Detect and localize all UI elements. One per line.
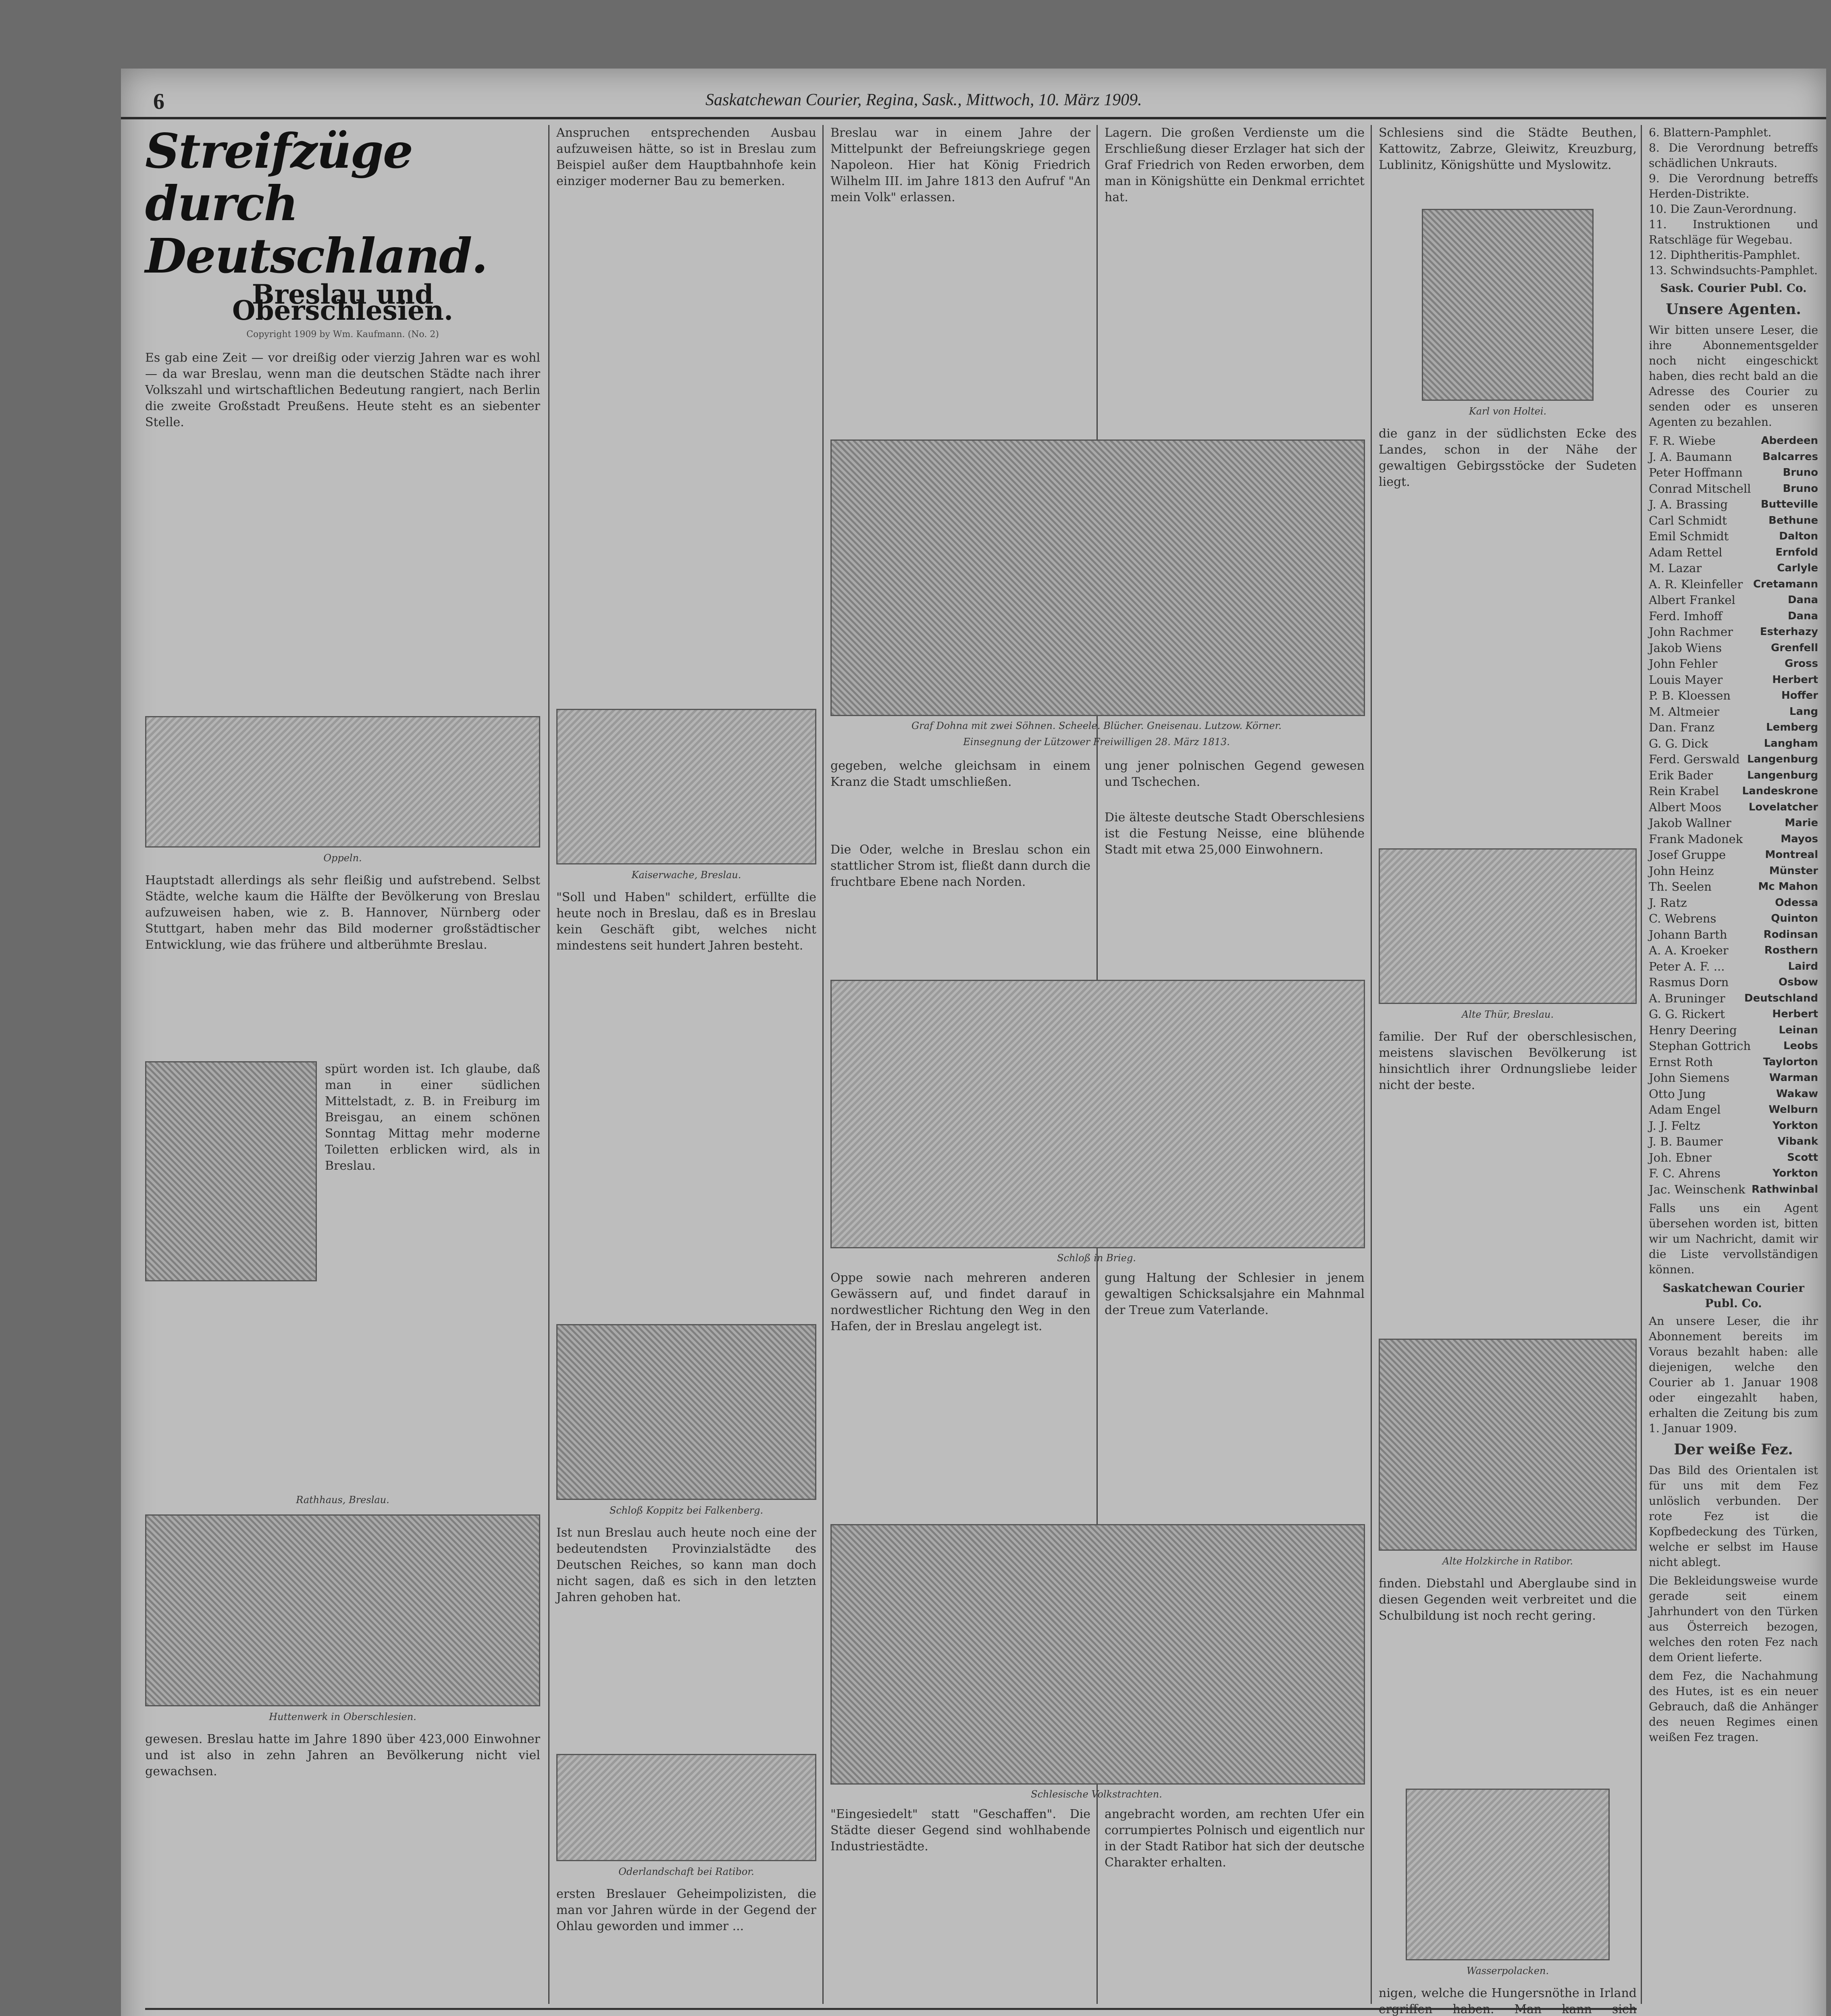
agent-town: Yorkton (1772, 1167, 1818, 1179)
agent-row (1649, 863, 1818, 879)
agent-row (1649, 911, 1818, 927)
agent-row (1649, 991, 1818, 1007)
agent-row (1649, 497, 1818, 513)
agent-name: Carl Schmidt (1649, 513, 1727, 527)
agent-name: Albert Frankel (1649, 593, 1735, 607)
article-paragraph: Ist nun Breslau auch heute noch eine der bedeutendsten Provinzialstädte des Deutschen Reiches, so kann man doch nicht sagen, daß es sich in den letzten Jahren gehoben hat. (556, 1526, 816, 1604)
agent-name: John Siemens (1649, 1071, 1730, 1085)
caption-einsegnung-names: Graf Dohna mit zwei Söhnen. Scheele. Blücher. Gneisenau. Lutzow. Körner. (911, 720, 1282, 731)
illustration-holzkirche (1379, 1339, 1637, 1551)
agent-name: John Fehler (1649, 657, 1718, 671)
article-paragraph: angebracht worden, am rechten Ufer ein corrumpiertes Polnisch und eigentlich nur in der Stadt Ratibor hat sich der deutsche Charakter erhalten. (1105, 1807, 1365, 1870)
agent-row (1649, 672, 1818, 688)
article-paragraph: Die älteste deutsche Stadt Oberschlesiens ist die Festung Neisse, eine blühende Stadt mit etwa 25,000 Einwohnern. (1105, 810, 1365, 857)
agent-row (1649, 513, 1818, 529)
agent-town: Osbow (1778, 976, 1818, 988)
agent-town: Münster (1769, 864, 1818, 877)
agent-town: Warman (1769, 1072, 1818, 1084)
agent-row (1649, 529, 1818, 545)
agent-town: Ernfold (1775, 546, 1818, 558)
caption-schloss-koppitz: Schloß Koppitz bei Falkenberg. (609, 1505, 764, 1516)
agent-name: Louis Mayer (1649, 673, 1723, 687)
agent-row (1649, 831, 1818, 848)
agent-name: Ferd. Imhoff (1649, 609, 1723, 623)
illustration-oderlandschaft (556, 1754, 816, 1861)
agent-row (1649, 1086, 1818, 1102)
agent-name: J. A. Brassing (1649, 498, 1728, 511)
agent-town: Rathwinbal (1751, 1183, 1818, 1195)
agent-town: Lang (1789, 705, 1818, 718)
caption-holtei: Karl von Holtei. (1469, 406, 1547, 417)
illustration-volkstrachten (830, 1524, 1365, 1785)
article-column-2 (556, 125, 816, 2004)
article-column-3-lower (830, 758, 1090, 976)
agent-town: Mayos (1781, 833, 1818, 845)
page-number: 6 (153, 89, 164, 114)
agent-town: Gross (1785, 658, 1818, 670)
agent-name: Johann Barth (1649, 927, 1727, 941)
fez-heading: Der weiße Fez. (1674, 1441, 1793, 1458)
illustration-einsegnung (830, 439, 1365, 716)
agent-town: Laird (1788, 960, 1818, 973)
agent-row (1649, 545, 1818, 561)
article-paragraph: gegeben, welche gleichsam in einem Kranz die Stadt umschließen. (830, 759, 1090, 789)
agent-town: Odessa (1775, 896, 1818, 909)
agent-row (1649, 656, 1818, 672)
pamphlet-item: 11. Instruktionen und Ratschläge für Wegebau. (1649, 218, 1818, 246)
agent-name: Erik Bader (1649, 768, 1713, 782)
caption-oderlandschaft: Oderlandschaft bei Ratibor. (618, 1866, 754, 1877)
agent-row (1649, 1038, 1818, 1054)
agent-name: A. R. Kleinfeller (1649, 577, 1743, 591)
agent-town: Grenfell (1771, 641, 1818, 654)
article-column-1 (145, 125, 540, 2004)
agent-name: J. A. Baumann (1649, 450, 1732, 464)
agent-row (1649, 783, 1818, 800)
agent-town: Montreal (1765, 849, 1818, 861)
agent-row (1649, 1134, 1818, 1150)
agent-town: Dalton (1779, 530, 1818, 542)
agent-name: J. J. Feltz (1649, 1118, 1700, 1133)
column-rule (1371, 125, 1372, 2004)
agent-town: Marie (1785, 817, 1818, 829)
agent-name: Jakob Wiens (1649, 641, 1722, 655)
agent-row (1649, 736, 1818, 752)
article-column-6 (1649, 125, 1818, 2004)
article-paragraph: ung jener polnischen Gegend gewesen und Tschechen. (1105, 759, 1365, 789)
agent-name: John Heinz (1649, 864, 1714, 878)
article-paragraph: Anspruchen entsprechenden Ausbau aufzuweisen hätte, so ist in Breslau zum Beispiel außer dem Hauptbahnhofe kein einziger moderner Bau zu bemerken. (556, 126, 816, 188)
caption-volkstrachten: Schlesische Volkstrachten. (1031, 1789, 1162, 1800)
pamphlet-item: 12. Diphtheritis-Pamphlet. (1649, 248, 1800, 262)
agent-row (1649, 433, 1818, 449)
article-column-5 (1379, 125, 1637, 2016)
agent-town: Deutschland (1744, 992, 1818, 1004)
agent-name: Conrad Mitschell (1649, 481, 1751, 496)
article-paragraph: ersten Breslauer Geheimpolizisten, die man vor Jahren würde in der Gegend der Ohlau geworden und immer ... (556, 1887, 816, 1933)
agent-town: Bruno (1783, 467, 1818, 479)
article-paragraph: spürt worden ist. Ich glaube, daß man in einer südlichen Mittelstadt, z. B. in Freiburg im Breisgau, an einem schönen Sonntag Mittag mehr moderne Toiletten erblicken wird, als in Breslau. (325, 1062, 540, 1173)
agent-town: Landeskrone (1742, 785, 1818, 797)
agent-name: G. G. Dick (1649, 736, 1708, 750)
pamphlet-item: 9. Die Verordnung betreffs Herden-Distrikte. (1649, 172, 1818, 200)
caption-huttenwerk: Huttenwerk in Oberschlesien. (269, 1711, 416, 1722)
illustration-alte-thuer (1379, 848, 1637, 1004)
agent-town: Aberdeen (1761, 435, 1818, 447)
agent-name: Ferd. Gerswald (1649, 752, 1740, 766)
agent-town: Bruno (1783, 482, 1818, 495)
agent-row (1649, 800, 1818, 816)
pamphlet-item: 13. Schwindsuchts-Pamphlet. (1649, 264, 1818, 277)
agent-name: Peter Hoffmann (1649, 466, 1743, 479)
agent-town: Lemberg (1766, 721, 1818, 733)
caption-einsegnung: Einsegnung der Lützower Freiwilligen 28. März 1813. (963, 736, 1230, 748)
article-paragraph: nigen, welche die Hungersnöthe in Irland ergriffen haben. Man kann sich (1379, 1986, 1637, 2016)
pamphlet-item: 8. Die Verordnung betreffs schädlichen Unkrauts. (1649, 141, 1818, 170)
agent-town: Langenburg (1747, 769, 1818, 781)
agent-row (1649, 640, 1818, 656)
agent-town: Herbert (1772, 673, 1818, 686)
article-column-4-bottom (1105, 1806, 1365, 2000)
masthead-line: Saskatchewan Courier, Regina, Sask., Mittwoch, 10. März 1909. (705, 91, 1142, 109)
agent-row (1649, 608, 1818, 625)
article-paragraph: Es gab eine Zeit — vor dreißig oder vierzig Jahren war es wohl — da war Breslau, wenn man die deutschen Städte nach ihrer Volkszahl und wirtschaftlichen Bedeutung rangiert, nach Berlin die zweite Großstadt Preußens. Heute steht es an siebenter Stelle. (145, 351, 540, 429)
agent-row (1649, 577, 1818, 593)
agent-row (1649, 1023, 1818, 1039)
illustration-huttenwerk (145, 1514, 540, 1706)
publisher-signature: Sask. Courier Publ. Co. (1660, 281, 1807, 295)
article-column-3-low (830, 1270, 1090, 1512)
agent-row (1649, 560, 1818, 577)
agent-row (1649, 943, 1818, 959)
agent-town: Welburn (1769, 1104, 1818, 1116)
agent-town: Mc Mahon (1758, 881, 1818, 893)
agent-row (1649, 1006, 1818, 1023)
agent-row (1649, 1070, 1818, 1086)
agent-name: Emil Schmidt (1649, 529, 1729, 543)
page-header (121, 85, 1826, 119)
pamphlet-item: 6. Blattern-Pamphlet. (1649, 126, 1772, 139)
article-paragraph: finden. Diebstahl und Aberglaube sind in diesen Gegenden weit verbreitet und die Schulbildung ist noch recht gering. (1379, 1577, 1637, 1623)
publisher-signature-2: Saskatchewan Courier Publ. Co. (1662, 1281, 1804, 1310)
agent-town: Bethune (1768, 514, 1818, 527)
caption-rathaus: Rathhaus, Breslau. (296, 1494, 389, 1506)
agent-name: Josef Gruppe (1649, 848, 1726, 862)
agent-town: Herbert (1772, 1008, 1818, 1020)
agent-town: Rosthern (1764, 944, 1818, 956)
agent-name: Stephan Gottrich (1649, 1039, 1751, 1053)
agent-town: Yorkton (1772, 1119, 1818, 1132)
agent-row (1649, 1182, 1818, 1198)
agent-name: A. Bruninger (1649, 991, 1725, 1005)
illustration-rathaus (145, 1061, 317, 1281)
agent-name: J. B. Baumer (1649, 1135, 1723, 1148)
agent-name: M. Altmeier (1649, 704, 1719, 719)
agent-row (1649, 688, 1818, 704)
agent-town: Carlyle (1777, 562, 1818, 574)
article-column-4-low (1105, 1270, 1365, 1512)
copyright-line: Copyright 1909 by Wm. Kaufmann. (No. 2) (246, 329, 439, 339)
agent-town: Langham (1764, 737, 1818, 750)
subscription-notice: An unsere Leser, die ihr Abonnement bereits im Voraus bezahlt haben: alle diejenigen, welche den Courier ab 1. Januar 1908 oder eingezahlt haben, erhalten die Zeitung bis zum 1. Januar 1909. (1649, 1314, 1818, 1435)
agents-list (1649, 433, 1818, 1198)
column-rule (1641, 125, 1642, 2004)
agent-name: Jac. Weinschenk (1649, 1182, 1746, 1196)
agent-name: Th. Seelen (1649, 880, 1712, 893)
column-rule (548, 125, 549, 2004)
agent-town: Langenburg (1747, 753, 1818, 765)
article-paragraph: "Eingesiedelt" statt "Geschaffen". Die Städte dieser Gegend sind wohlhabende Industriestädte. (830, 1807, 1090, 1854)
agent-row (1649, 624, 1818, 640)
agent-town: Rodinsan (1763, 928, 1818, 941)
agent-row (1649, 1150, 1818, 1166)
newspaper-page (121, 69, 1826, 2016)
agent-row (1649, 449, 1818, 465)
agent-name: Otto Jung (1649, 1087, 1706, 1101)
agent-town: Vibank (1777, 1135, 1818, 1148)
article-paragraph: Lagern. Die großen Verdienste um die Erschließung dieser Erzlager hat sich der Graf Friedrich von Reden erworben, dem man in Königshütte ein Denkmal errichtet hat. (1105, 126, 1365, 204)
agent-name: J. Ratz (1649, 896, 1687, 910)
agent-row (1649, 815, 1818, 831)
agent-row (1649, 895, 1818, 911)
article-paragraph: gung Haltung der Schlesier in jenem gewaltigen Schicksalsjahre ein Mahnmal der Treue zum Vaterlande. (1105, 1271, 1365, 1317)
article-paragraph: Die Oder, welche in Breslau schon ein stattlicher Strom ist, fließt dann durch die fruchtbare Ebene nach Norden. (830, 843, 1090, 889)
agent-row (1649, 847, 1818, 863)
fez-paragraph: dem Fez, die Nachahmung des Hutes, ist es ein neuer Gebrauch, daß die Anhänger des neuen Regimes einen weißen Fez tragen. (1649, 1669, 1818, 1744)
agent-name: Rasmus Dorn (1649, 975, 1729, 989)
agents-intro: Wir bitten unsere Leser, die ihre Abonnementsgelder noch nicht eingeschickt haben, dies recht bald an die Adresse des Courier zu senden oder es unseren Agenten zu bezahlen. (1649, 323, 1818, 429)
agents-heading: Unsere Agenten. (1666, 301, 1801, 318)
agent-town: Esterhazy (1760, 626, 1818, 638)
article-column-4 (1105, 125, 1365, 431)
caption-wasserpolacken: Wasserpolacken. (1466, 1965, 1549, 1976)
illustration-kaiserwache (556, 709, 816, 864)
agent-town: Balcarres (1762, 450, 1818, 463)
agents-note: Falls uns ein Agent übersehen worden ist, bitten wir um Nachricht, damit wir die Liste vervollständigen können. (1649, 1202, 1818, 1276)
agent-name: Rein Krabel (1649, 784, 1719, 798)
article-paragraph: familie. Der Ruf der oberschlesischen, meistens slavischen Bevölkerung ist hinsichtlich ihrer Ordnungsliebe leider nicht der beste. (1379, 1030, 1637, 1092)
agent-name: Peter A. F. ... (1649, 959, 1725, 973)
agent-name: Adam Engel (1649, 1103, 1721, 1116)
agent-row (1649, 752, 1818, 768)
agent-row (1649, 481, 1818, 497)
agent-town: Quinton (1771, 912, 1818, 925)
article-paragraph: die ganz in der südlichsten Ecke des Landes, schon in der Nähe der gewaltigen Gebirgsstöcke der Sudeten liegt. (1379, 427, 1637, 489)
article-paragraph: Oppe sowie nach mehreren anderen Gewässern auf, und findet darauf in nordwestlicher Richtung den Weg in den Hafen, der in Breslau angelegt ist. (830, 1271, 1090, 1333)
agent-row (1649, 1166, 1818, 1182)
illustration-schloss-koppitz (556, 1324, 816, 1500)
agent-name: F. R. Wiebe (1649, 434, 1716, 448)
article-paragraph: gewesen. Breslau hatte im Jahre 1890 über 423,000 Einwohner und ist also in zehn Jahren an Bevölkerung nicht viel gewachsen. (145, 1732, 540, 1779)
fez-paragraph: Das Bild des Orientalen ist für uns mit dem Fez unlöslich verbunden. Der rote Fez ist die Kopfbedeckung des Türken, welche er selbst im Hause nicht ablegt. (1649, 1464, 1818, 1569)
agent-town: Leobs (1783, 1040, 1818, 1052)
caption-kaiserwache: Kaiserwache, Breslau. (631, 869, 741, 881)
fez-paragraph: Die Bekleidungsweise wurde gerade seit einem Jahrhundert von den Türken aus Österreich bezogen, welches den roten Fez nach dem Orient lieferte. (1649, 1574, 1818, 1664)
agent-town: Dana (1787, 610, 1818, 622)
agent-name: A. A. Kroeker (1649, 943, 1729, 957)
agent-name: Ernst Roth (1649, 1055, 1713, 1069)
agent-town: Wakaw (1776, 1087, 1818, 1100)
agent-row (1649, 975, 1818, 991)
illustration-oppeln (145, 716, 540, 848)
agent-town: Cretamann (1753, 578, 1818, 590)
article-paragraph: "Soll und Haben" schildert, erfüllte die heute noch in Breslau, daß es in Breslau kein Geschäft gibt, welches nicht mindestens seit hundert Jahren besteht. (556, 890, 816, 953)
agent-row (1649, 959, 1818, 975)
agent-town: Leinan (1779, 1024, 1818, 1036)
agent-town: Lovelatcher (1748, 801, 1818, 813)
agent-town: Taylorton (1763, 1056, 1818, 1068)
caption-schloss-brieg: Schloß in Brieg. (1057, 1252, 1136, 1264)
agent-row (1649, 927, 1818, 943)
article-paragraph: Hauptstadt allerdings als sehr fleißig und aufstrebend. Selbst Städte, welche kaum die Hälfte der Bevölkerung von Breslau aufzuweisen haben, wie z. B. Hannover, Nürnberg oder Stuttgart, haben mehr das Bild moderner großstädtischer Entwicklung, wie das frühere und altberühmte Breslau. (145, 873, 540, 952)
agent-name: John Rachmer (1649, 625, 1733, 639)
agent-town: Scott (1787, 1151, 1818, 1164)
agent-name: F. C. Ahrens (1649, 1166, 1721, 1180)
agent-row (1649, 720, 1818, 736)
agent-row (1649, 879, 1818, 895)
article-column-3-bottom (830, 1806, 1090, 2000)
illustration-holtei-portrait (1422, 209, 1594, 401)
agent-name: Joh. Ebner (1649, 1150, 1712, 1164)
agent-name: Dan. Franz (1649, 721, 1714, 734)
agent-name: Adam Rettel (1649, 545, 1723, 559)
article-subhead: Breslau und Oberschlesien. (232, 279, 453, 326)
article-paragraph: Breslau war in einem Jahre der Mittelpunkt der Befreiungskriege gegen Napoleon. Hier hat König Friedrich Wilhelm III. im Jahre 1813 den Aufruf "An mein Volk" erlassen. (830, 126, 1090, 204)
caption-alte-thuer: Alte Thür, Breslau. (1461, 1009, 1554, 1020)
agent-name: Albert Moos (1649, 800, 1722, 814)
agent-name: P. B. Kloessen (1649, 689, 1731, 702)
agent-row (1649, 592, 1818, 608)
agent-row (1649, 1102, 1818, 1118)
column-rule (822, 125, 824, 2004)
agent-row (1649, 1054, 1818, 1070)
article-headline: Streifzüge durch Deutschland. (145, 123, 487, 284)
agent-name: Frank Madonek (1649, 832, 1743, 846)
agent-town: Butteville (1760, 498, 1818, 510)
agent-name: G. G. Rickert (1649, 1007, 1725, 1021)
agent-row (1649, 768, 1818, 784)
article-paragraph: Schlesiens sind die Städte Beuthen, Kattowitz, Zabrze, Gleiwitz, Kreuzburg, Lublinitz, Königshütte und Myslowitz. (1379, 126, 1637, 172)
agent-name: C. Webrens (1649, 912, 1717, 925)
article-column-4-mid (1105, 758, 1365, 976)
illustration-schloss-brieg (830, 980, 1365, 1248)
agent-town: Dana (1787, 594, 1818, 606)
agent-name: Jakob Wallner (1649, 816, 1731, 830)
caption-oppeln: Oppeln. (323, 852, 362, 864)
pamphlet-item: 10. Die Zaun-Verordnung. (1649, 202, 1797, 216)
agent-row (1649, 704, 1818, 720)
caption-holzkirche: Alte Holzkirche in Ratibor. (1442, 1556, 1573, 1567)
agent-name: Henry Deering (1649, 1023, 1737, 1037)
illustration-wasserpolacken (1406, 1789, 1610, 1960)
agent-row (1649, 1118, 1818, 1134)
agent-row (1649, 465, 1818, 481)
agent-name: M. Lazar (1649, 561, 1702, 575)
agent-town: Hoffer (1781, 689, 1818, 702)
